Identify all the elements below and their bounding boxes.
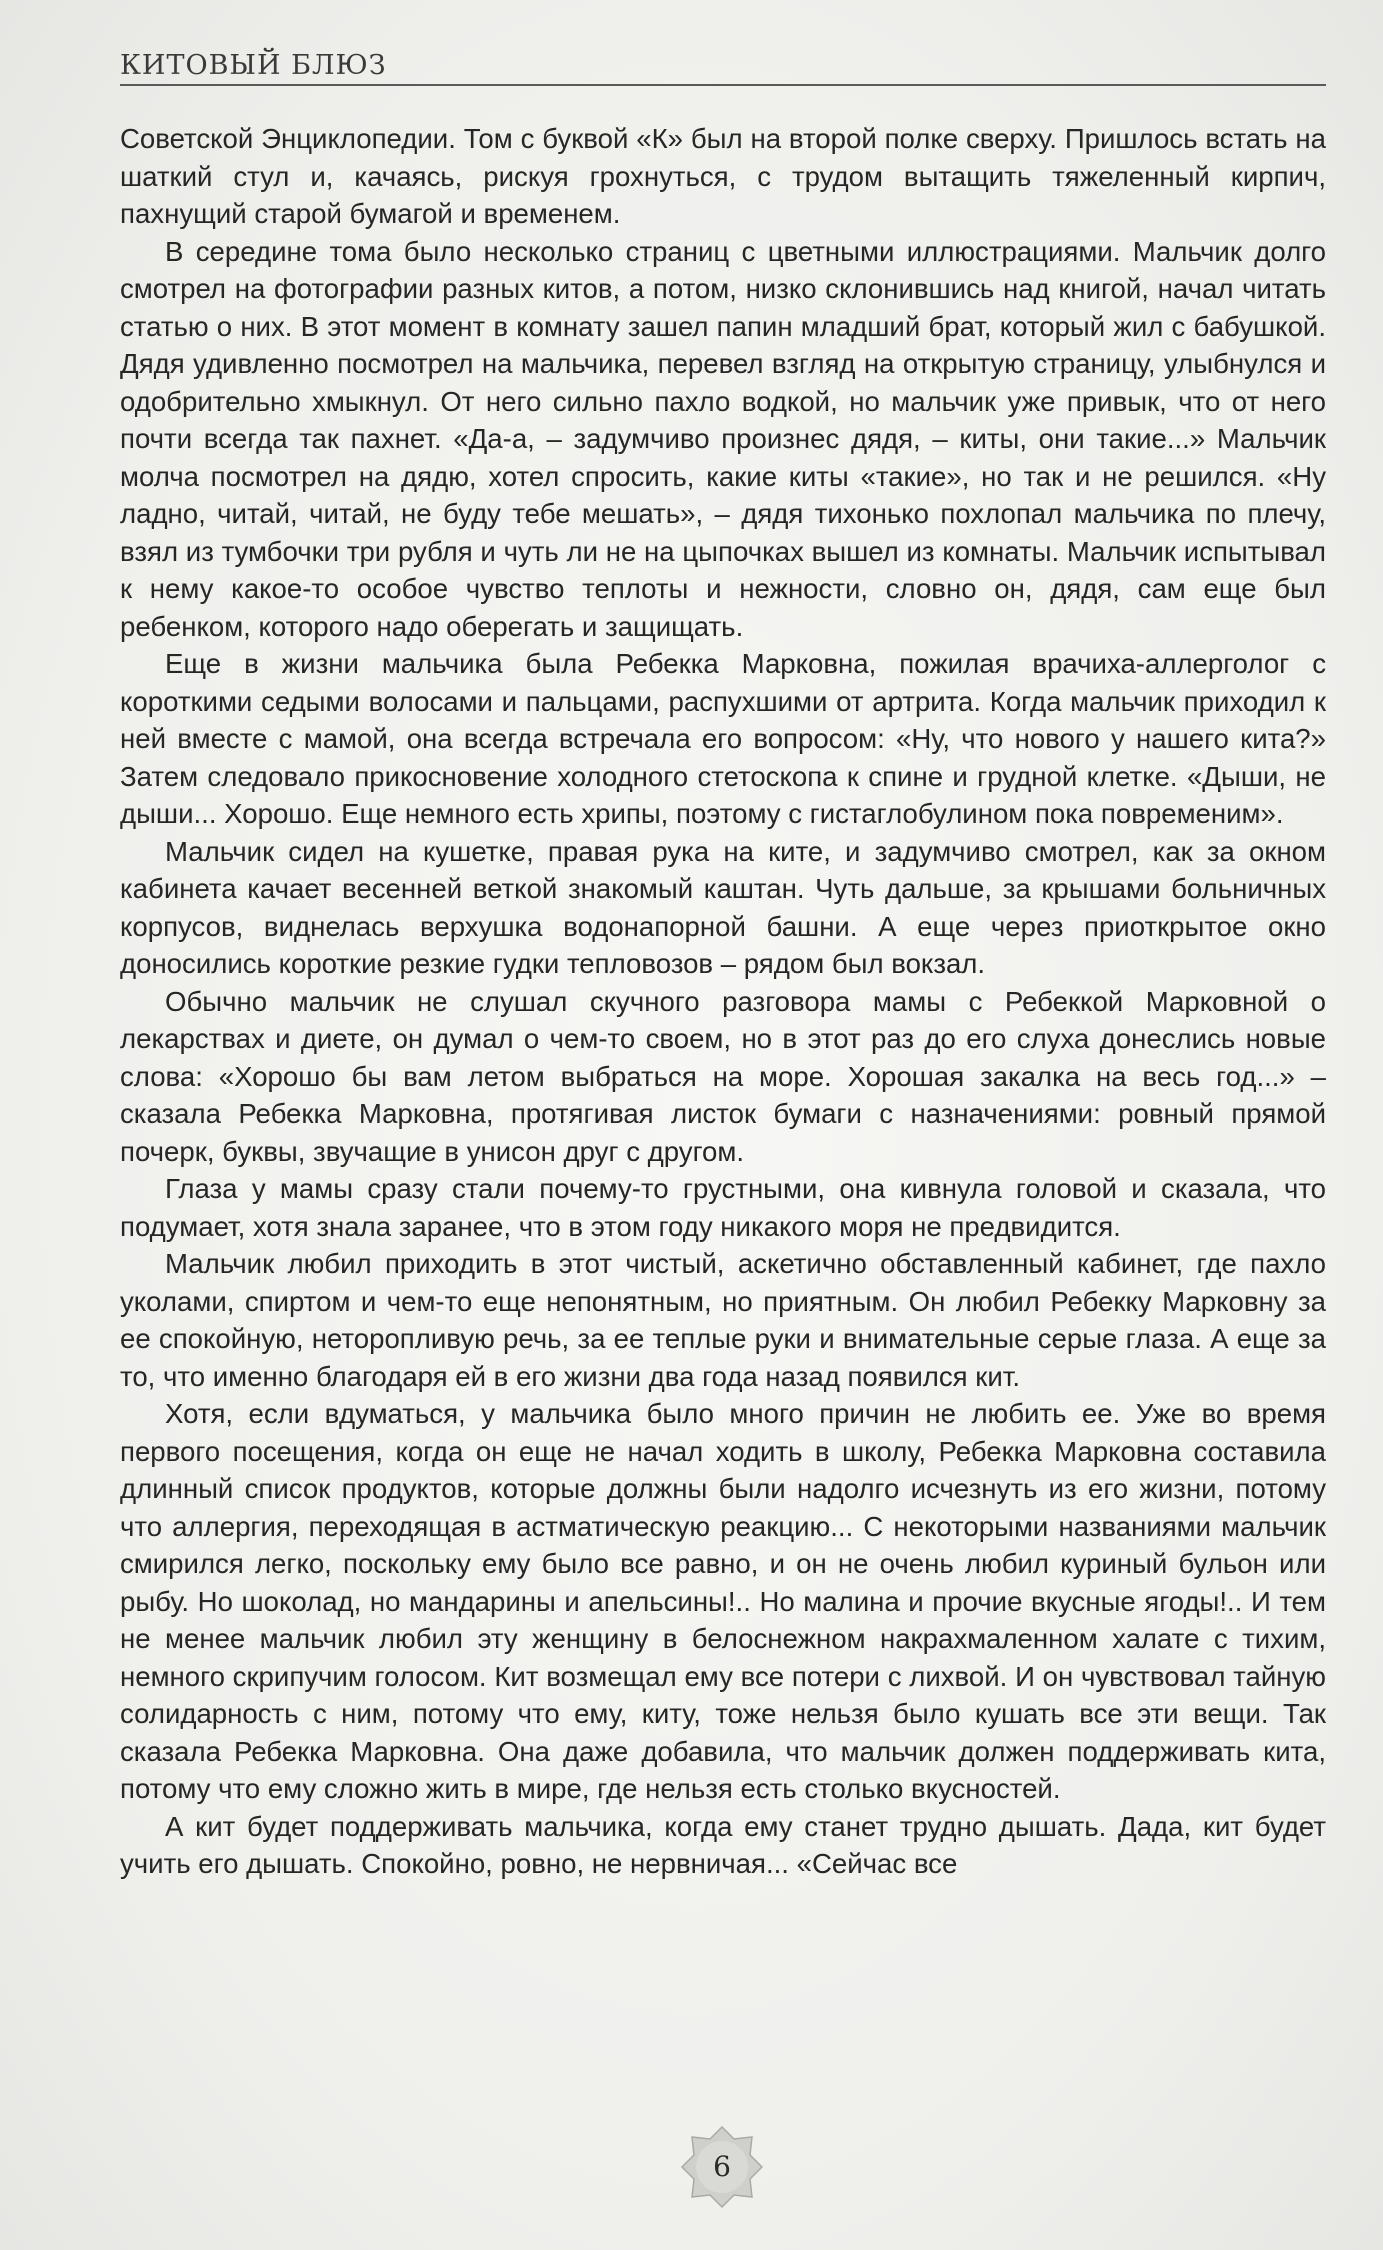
paragraph: В середине тома было несколько страниц с цветными иллюстрациями. Мальчик долго смотрел на фотографии разных китов, а потом, низко склонившись над книгой, начал читать статью о них. В этот момент в комнату зашел папин младший брат, который жил с бабушкой. Дядя удивленно посмотрел на мальчика, перевел взгляд на открытую страницу, улыбнулся и одобрительно хмыкнул. От него сильно пахло водкой, но мальчик уже привык, что от него почти всегда так пахнет. «Да-а, – задумчиво произнес дядя, – киты, они такие...» Мальчик молча посмотрел на дядю, хотел спросить, какие киты «такие», но так и не решился. «Ну ладно, читай, читай, не буду тебе мешать», – дядя тихонько похлопал мальчика по плечу, взял из тумбочки три рубля и чуть ли не на цыпочках вышел из комнаты. Мальчик испытывал к нему какое-то особое чувство теплоты и нежности, словно он, дядя, сам еще был ребенком, которого надо оберегать и защищать. <box>120 235 1326 642</box>
paragraph: Обычно мальчик не слушал скучного разговора мамы с Ребеккой Марковной о лекарствах и диете, он думал о чем-то своем, но в этот раз до его слуха донеслись новые слова: «Хорошо бы вам летом выбраться на море. Хорошая закалка на весь год...» – сказала Ребекка Марковна, протягивая листок бумаги с назначениями: ровный прямой почерк, буквы, звучащие в унисон друг с другом. <box>120 985 1326 1167</box>
paragraph: Мальчик любил приходить в этот чистый, аскетично обставленный кабинет, где пахло уколами, спиртом и чем-то еще непонятным, но приятным. Он любил Ребекку Марковну за ее спокойную, неторопливую речь, за ее теплые руки и внимательные серые глаза. А еще за то, что именно благодаря ей в его жизни два года назад появился кит. <box>120 1248 1326 1392</box>
paragraph: Еще в жизни мальчика была Ребекка Марковна, пожилая врачиха-аллерголог с короткими седыми волосами и пальцами, распухшими от артрита. Когда мальчик приходил к ней вместе с мамой, она всегда встречала его вопросом: «Ну, что нового у нашего кита?» Затем следовало прикосновение холодного стетоскопа к спине и грудной клетке. «Дыши, не дыши... Хорошо. Еще немного есть хрипы, поэтому с гистаглобулином пока повременим». <box>120 648 1326 829</box>
paragraph: А кит будет поддерживать мальчика, когда ему станет трудно дышать. Дада, кит будет учить его дышать. Спокойно, ровно, не нервничая... «Сейчас все <box>120 1810 1326 1879</box>
page-number-badge <box>680 2125 764 2209</box>
paragraph: Советской Энциклопедии. Том с буквой «К» был на второй полке сверху. Пришлось встать на шаткий стул и, качаясь, рискуя грохнуться, с трудом вытащить тяжеленный кирпич, пахнущий старой бумагой и временем. <box>120 123 1326 229</box>
header-rule <box>120 84 1326 86</box>
paragraph: Мальчик сидел на кушетке, правая рука на ките, и задумчиво смотрел, как за окном кабинета качает весенней веткой знакомый каштан. Чуть дальше, за крышами больничных корпусов, виднелась верхушка водонапорной башни. А еще через приоткрытое окно доносились короткие резкие гудки тепловозов – рядом был вокзал. <box>120 835 1326 979</box>
page-number: 6 <box>713 2150 731 2183</box>
paragraph: Глаза у мамы сразу стали почему-то грустными, она кивнула головой и сказала, что подумает, хотя знала заранее, что в этом году никакого моря не предвидится. <box>120 1173 1326 1242</box>
paragraph: Хотя, если вдуматься, у мальчика было много причин не любить ее. Уже во время первого посещения, когда он еще не начал ходить в школу, Ребекка Марковна составила длинный список продуктов, которые должны были надолго исчезнуть из его жизни, потому что аллергия, переходящая в астматическую реакцию... С некоторыми названиями мальчик смирился легко, поскольку ему было все равно, и он не очень любил куриный бульон или рыбу. Но шоколад, но мандарины и апельсины!.. Но малина и прочие вкусные ягоды!.. И тем не менее мальчик любил эту женщину в белоснежном накрахмаленном халате с тихим, немного скрипучим голосом. Кит возмещал ему все потери с лихвой. И он чувствовал тайную солидарность с ним, потому что ему, киту, тоже нельзя было кушать все эти вещи. Так сказала Ребекка Марковна. Она даже добавила, что мальчик должен поддерживать кита, потому что ему сложно жить в мире, где нельзя есть столько вкусностей. <box>120 1398 1326 1804</box>
running-title: КИТОВЫЙ БЛЮЗ <box>120 50 387 81</box>
body-text <box>120 120 1326 1883</box>
